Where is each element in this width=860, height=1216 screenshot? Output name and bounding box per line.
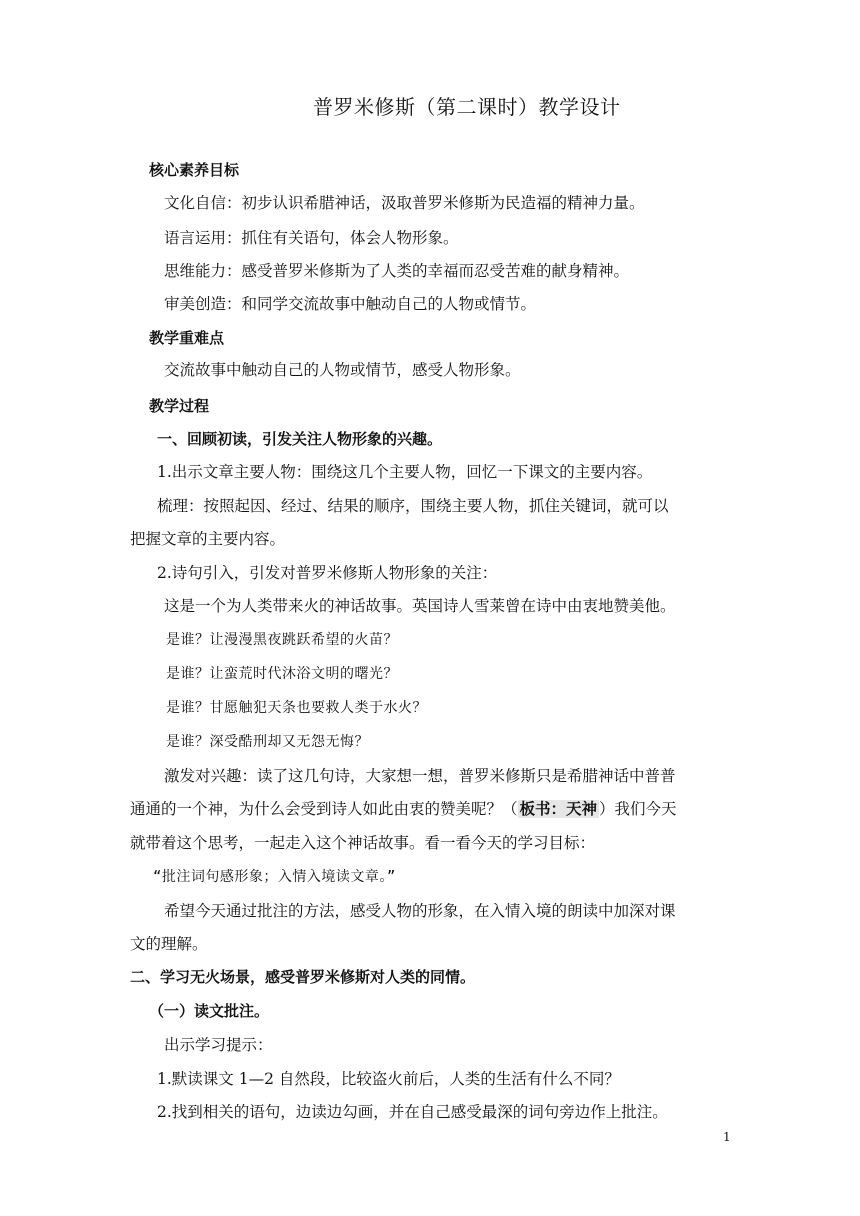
poem-line-2: 是谁？让蛮荒时代沐浴文明的曙光？	[166, 666, 398, 682]
page-number: 1	[723, 1130, 731, 1144]
key-points-text: 交流故事中触动自己的人物或情节，感受人物形象。	[164, 361, 521, 379]
part1-heading: 一、回顾初读，引发关注人物形象的兴趣。	[157, 430, 443, 448]
interest-line-2	[130, 799, 677, 819]
part1-sort-line1: 梳理：按照起因、经过、结果的顺序，围绕主要人物，抓住关键词，就可以	[157, 497, 669, 515]
interest-line-2-start: 通通的一个神，为什么会受到诗人如此由衷的赞美呢？（	[130, 800, 518, 818]
goal-culture: 文化自信：初步认识希腊神话，汲取普罗米修斯为民造福的精神力量。	[164, 194, 645, 212]
goal-aesthetics: 审美创造：和同学交流故事中触动自己的人物或情节。	[164, 295, 537, 313]
part1-intro: 这是一个为人类带来火的神话故事。英国诗人雪莱曾在诗中由衷地赞美他。	[164, 597, 676, 615]
interest-line-3: 就带着这个思考，一起走入这个神话故事。看一看今天的学习目标：	[130, 834, 596, 852]
board-note: 板书：天神	[519, 800, 598, 818]
part1-item1: 1.出示文章主要人物：围绕这几个主要人物，回忆一下课文的主要内容。	[157, 463, 653, 481]
process-heading: 教学过程	[149, 397, 210, 415]
tip-2: 2.找到相关的语句，边读边勾画，并在自己感受最深的词句旁边作上批注。	[157, 1103, 668, 1121]
goal-thinking: 思维能力：感受普罗米修斯为了人类的幸福而忍受苦难的献身精神。	[164, 262, 630, 280]
document-title: 普罗米修斯（第二课时）教学设计	[313, 95, 621, 119]
part1-sort-line2: 把握文章的主要内容。	[130, 530, 286, 548]
goal-language: 语言运用：抓住有关语句，体会人物形象。	[164, 229, 459, 247]
poem-line-1: 是谁？让漫漫黑夜跳跃希望的火苗？	[166, 632, 398, 648]
part2-subheading: （一）读文批注。	[149, 1002, 270, 1020]
tip-1: 1.默读课文 1—2 自然段，比较盗火前后，人类的生活有什么不同？	[157, 1070, 620, 1088]
tips-heading: 出示学习提示：	[164, 1036, 273, 1054]
goal-quote: “批注词句感形象；入情入境读文章。”	[153, 869, 396, 885]
core-goals-heading: 核心素养目标	[149, 161, 240, 179]
interest-line-2-end: ）我们今天	[599, 800, 677, 818]
poem-line-4: 是谁？深受酷刑却又无怨无悔？	[166, 734, 369, 750]
poem-line-3: 是谁？甘愿触犯天条也要救人类于水火？	[166, 700, 427, 716]
hope-line-1: 希望今天通过批注的方法，感受人物的形象，在入情入境的朗读中加深对课	[164, 902, 676, 920]
part1-item2: 2.诗句引入，引发对普罗米修斯人物形象的关注：	[157, 564, 498, 582]
key-points-heading: 教学重难点	[149, 329, 225, 347]
interest-line-1: 激发对兴趣：读了这几句诗，大家想一想，普罗米修斯只是希腊神话中普普	[164, 767, 676, 785]
hope-line-2: 文的理解。	[130, 935, 208, 953]
part2-heading: 二、学习无火场景，感受普罗米修斯对人类的同情。	[130, 968, 476, 986]
